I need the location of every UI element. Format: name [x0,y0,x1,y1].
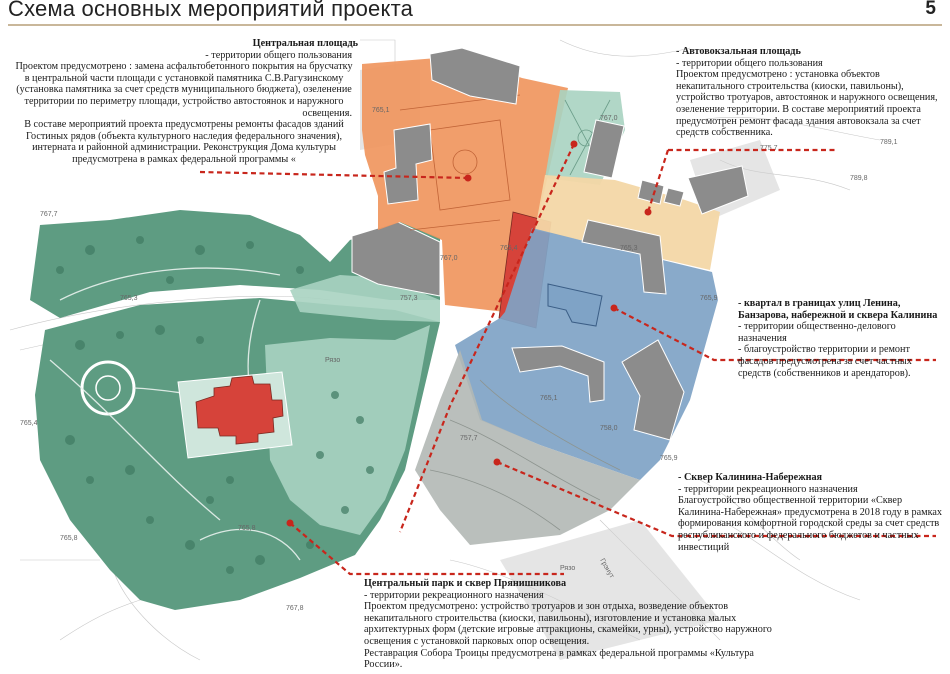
note-line: некапитального строительства (киоски, павильоны), изготовление и установка малых [364,612,737,624]
map-label: 767,0 [600,115,618,122]
map-label: 765,9 [700,295,718,302]
note-line: фасадов предусмотрена за счет частных [738,355,912,367]
note-line: В составе мероприятий проекта предусмотрены ремонты фасадов зданий [24,119,344,131]
marker-central-square [465,175,472,182]
map-label: 765,4 [500,245,518,252]
note-line: (установка памятника за счет средств муниципального бюджета), озеленение [16,84,352,96]
map-label: 765,8 [238,525,256,532]
note-line: Благоустройство общественной территории «Сквер [678,495,903,507]
map-label: 765,4 [20,420,38,427]
note-line: России». [364,659,403,671]
marker-cathedral [287,520,294,527]
map-label: 765,1 [372,107,390,114]
note-line: устройство тротуаров, автостоянок и наружного освещения, [676,92,938,104]
note-line: назначения [738,332,787,344]
map-label: 765,1 [540,395,558,402]
note-line: республиканского и федерального бюджетов и частных [678,529,919,541]
note-line: - территории общего пользования [676,57,823,69]
map-label: 767,0 [440,255,458,262]
note-line: - благоустройство территории и ремонт [738,344,910,356]
note-line: озеленение территории. В составе мероприятий проекта [676,103,921,115]
note-line: Калинина-Набережная» предусмотрена в 2018 году в рамках [678,506,942,518]
note-title: - квартал в границах улиц Ленина, [738,298,901,309]
note-line: - территории общественно-делового [738,321,896,333]
note-quarter [738,298,946,379]
note-line: Гостиных рядов (объекта культурного наследия федерального значения), [25,130,343,142]
note-line: интерната и районной администрации. Реконструкция Дома культуры [32,142,336,154]
note-kalinin-square [678,472,946,553]
marker-bus-station [645,209,652,216]
note-bus-station [676,46,946,139]
map-label: 789,1 [880,139,898,146]
page-number: 5 [925,0,936,19]
note-line: Проектом предусмотрено : замена асфальтобетонного покрытия на брусчатку [15,61,353,73]
note-line: средств собственника. [676,127,773,139]
map-label: 767,8 [286,605,304,612]
marker-green-square [571,141,578,148]
note-line: Проектом предусмотрено: устройство тротуаров и зон отдыха, возведение объектов [364,601,729,613]
map-label: 765,8 [60,535,78,542]
note-line: в центральной части площади с установкой памятника С.В.Рагузинскому [24,72,344,84]
note-line: архитектурных форм (детские игровые аттракционы, скамейки, урны), устройство наружного [364,624,772,636]
map-label: 767,7 [40,211,58,218]
note-line: Реставрация Собора Троицы предусмотрена в рамках федеральной программы «Культура [364,647,754,659]
note-central-park [364,578,784,671]
note-line: территории по периметру площади, устройство автостоянок и наружного [24,95,344,107]
map-label: 758,0 [600,425,618,432]
map-label: 765,9 [660,455,678,462]
map-label: Рязо [560,565,576,572]
note-central-square [8,38,360,166]
map-label: Рязо [325,357,341,364]
note-line: - территории общего пользования [205,49,352,61]
map-label: 757,3 [400,295,418,302]
note-title: - Сквер Калинина-Набережная [678,472,823,483]
note-line: формирования комфортной городской среды за счет средств [678,518,940,530]
note-line: - территории рекреационного назначения [364,589,544,601]
note-title: Центральный парк и сквер Прянишникова [364,578,567,589]
note-line: предусмотрен ремонт фасада здания автовокзала за счет [676,115,921,127]
map-label: 775,7 [760,145,778,152]
marker-quarter [611,305,618,312]
map-label: 765,3 [620,245,638,252]
note-title: - Автовокзальная площадь [676,46,801,57]
note-line: средств (собственников и арендаторов). [738,367,911,379]
note-title: Банзарова, набережной и сквера Калинина [738,309,938,321]
map-label: Грэнут [598,557,616,580]
note-line: предусмотрена в рамках федеральной программы « [72,153,296,165]
note-line: - территории рекреационного назначения [678,483,858,495]
map-label: 765,3 [120,295,138,302]
note-line: Проектом предусмотрено : установка объектов [676,69,880,81]
map-label: 757,7 [460,435,478,442]
map-label: 789,8 [850,175,868,182]
note-line: инвестиций [678,541,730,553]
note-line: освещения. [302,107,352,119]
note-line: некапитального строительства (киоски, павильоны), [676,80,904,92]
note-line: освещения с установкой парковых опор освещения. [364,635,590,647]
slide-title: Схема основных мероприятий проекта [8,0,414,21]
marker-kalinin-square [494,459,501,466]
note-title: Центральная площадь [252,38,358,49]
